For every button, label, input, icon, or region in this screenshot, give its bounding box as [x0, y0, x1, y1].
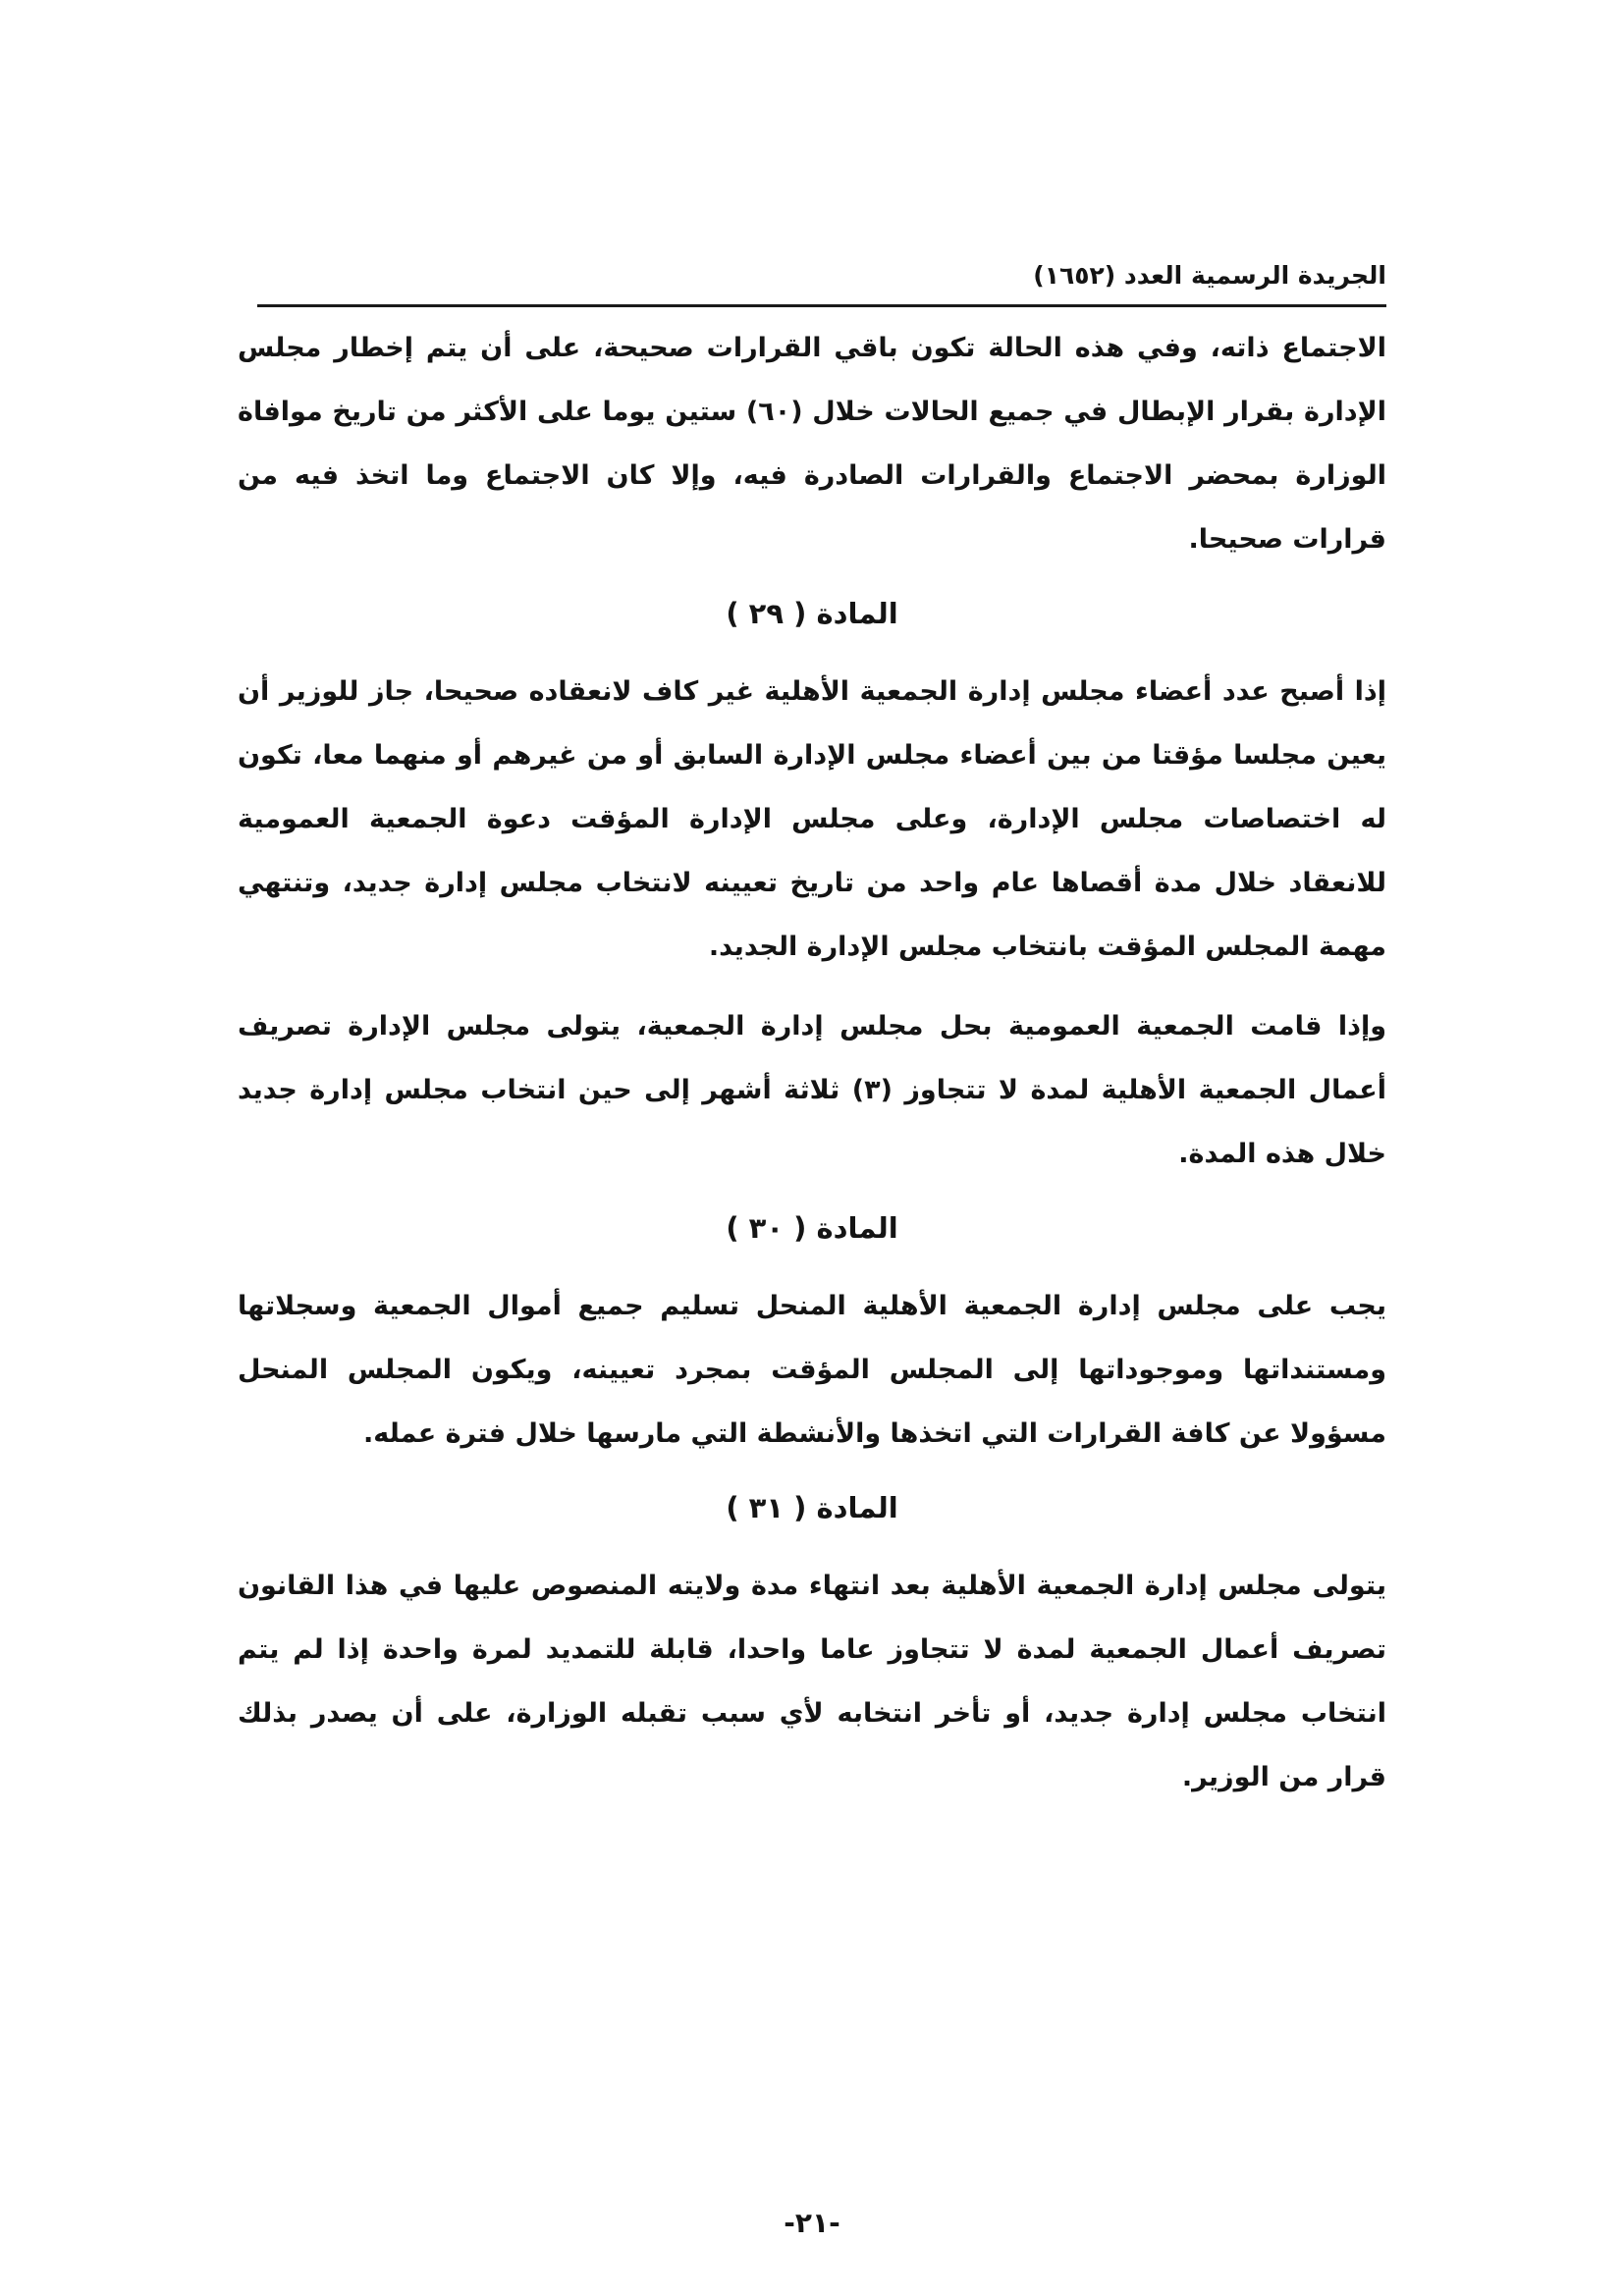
- page-header: [257, 257, 1386, 307]
- article-30: [238, 1203, 1386, 1466]
- article-29: [238, 589, 1386, 1186]
- document-body: [238, 316, 1386, 1825]
- article-heading: المادة ( ٣١ ): [726, 1491, 898, 1524]
- article-31: [238, 1483, 1386, 1809]
- article-heading: المادة ( ٢٩ ): [726, 597, 898, 630]
- page-number: -٢١-: [784, 2207, 840, 2239]
- article-paragraph: إذا أصبح عدد أعضاء مجلس إدارة الجمعية الأهلية غير كاف لانعقاده صحيحا، جاز للوزير أن يعين مجلسا مؤقتا من بين أعضاء مجلس الإدارة السابق أو من غيرهم أو منهما معا، تكون له اختصاصات مجلس الإدارة، وعلى مجلس الإدارة المؤقت دعوة الجمعية العمومية للانعقاد خلال مدة أقصاها عام واحد من تاريخ تعيينه لانتخاب مجلس إدارة جديد، وتنتهي مهمة المجلس المؤقت بانتخاب مجلس الإدارة الجديد.: [238, 676, 1386, 962]
- article-heading: المادة ( ٣٠ ): [726, 1211, 898, 1245]
- article-paragraph: يتولى مجلس إدارة الجمعية الأهلية بعد انتهاء مدة ولايته المنصوص عليها في هذا القانون تصريف أعمال الجمعية لمدة لا تتجاوز عاما واحدا، قابلة للتمديد لمرة واحدة إذا لم يتم انتخاب مجلس إدارة جديد، أو تأخر انتخابه لأي سبب تقبله الوزارة، على أن يصدر بذلك قرار من الوزير.: [238, 1571, 1386, 1792]
- article-paragraph: وإذا قامت الجمعية العمومية بحل مجلس إدارة الجمعية، يتولى مجلس الإدارة تصريف أعمال الجمعية الأهلية لمدة لا تتجاوز (٣) ثلاثة أشهر إلى حين انتخاب مجلس إدارة جديد خلال هذه المدة.: [238, 1011, 1387, 1169]
- gazette-header-title: الجريدة الرسمية العدد (١٦٥٢): [1033, 261, 1386, 290]
- intro-paragraph: الاجتماع ذاته، وفي هذه الحالة تكون باقي القرارات صحيحة، على أن يتم إخطار مجلس الإدارة بقرار الإبطال في جميع الحالات خلال (٦٠) ستين يوما على الأكثر من تاريخ موافاة الوزارة بمحضر الاجتماع والقرارات الصادرة فيه، وإلا كان الاجتماع وما اتخذ فيه من قرارات صحيحا.: [238, 333, 1386, 555]
- article-paragraph: يجب على مجلس إدارة الجمعية الأهلية المنحل تسليم جميع أموال الجمعية وسجلاتها ومستنداتها وموجوداتها إلى المجلس المؤقت بمجرد تعيينه، ويكون المجلس المنحل مسؤولا عن كافة القرارات التي اتخذها والأنشطة التي مارسها خلال فترة عمله.: [238, 1291, 1386, 1449]
